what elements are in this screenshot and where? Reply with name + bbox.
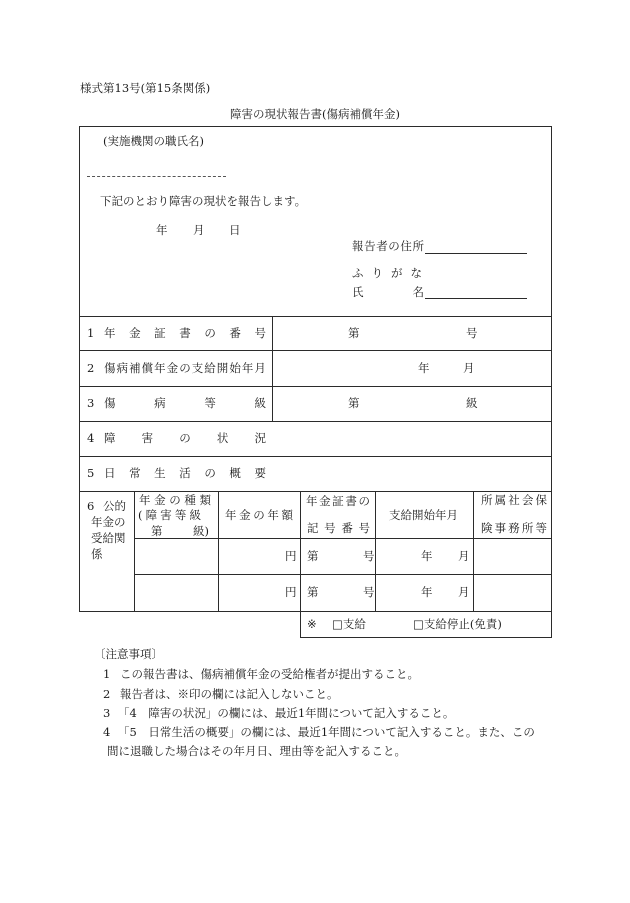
note-text: 報告者は、※印の欄には記入しないこと。 [120,687,339,701]
row-label-disability-status-char: の [179,431,191,445]
header-payment-start-char: 開 [412,508,424,522]
header-certificate-char: 書 [345,494,357,508]
header-office-char: 社 [508,493,520,507]
pension-column-divider [134,491,135,611]
row-label-daily-life [104,467,266,479]
pension-column-divider [218,491,219,611]
row-label-payment-start-char: 年 [241,361,254,375]
row-label-payment-start-char: 給 [204,361,216,375]
date-month-label: 月 [193,223,205,237]
pension-label-line: 公的 [103,499,126,513]
note-text: 「5 日常生活の概要」の欄には、最近1年間について記入すること。また、この [118,725,535,739]
header-payment-start-char: 年 [435,508,447,522]
header-payment-start [389,509,458,521]
row-label-certificate-number [104,327,266,339]
option-paid: □支給 [332,617,366,631]
reporter-address-label-char: 住 [400,239,412,253]
row-number: 2 [87,361,95,375]
row-label-injury-grade-char: 病 [154,396,166,410]
row-divider [79,491,552,492]
header-certificate-char: 年 [306,494,318,508]
row-label-certificate-number-char: 年 [104,326,116,340]
header-payment-start-char: 支 [389,508,401,522]
row-divider [79,386,552,387]
row-label-disability-status-char: 障 [104,431,116,445]
row-label-payment-start-char: 支 [191,361,204,375]
header-certificate-code-char: 記 [307,521,319,535]
header-annual-amount [225,509,293,521]
row-label-certificate-number-char: 証 [154,326,166,340]
header-office-cont [481,522,547,534]
row-number: 3 [87,396,95,410]
row-label-disability-status [104,432,266,444]
row-label-certificate-number-char: 番 [229,326,241,340]
pension-row-divider [134,538,552,539]
row-label-payment-start-char: 病 [116,361,129,375]
amount-unit: 円 [285,585,297,599]
row-label-certificate-number-char: 号 [254,326,266,340]
pension-column-divider [375,491,376,611]
row-label-daily-life-char: 生 [154,466,166,480]
start-year: 年 [421,549,433,563]
header-pension-type [139,494,211,506]
reporter-address-label-char: 者 [376,239,388,253]
note-text-continued: 間に退職した場合はその年月日、理由等を記入すること。 [107,744,406,758]
header-pension-type-char: 類 [199,493,211,507]
form-number: 様式第13号(第15条関係) [80,81,211,95]
header-disability-grade-char: 障 [145,508,158,522]
row-label-payment-start-char: 償 [141,361,154,375]
row-label-payment-start-char: 開 [216,361,229,375]
row-label-payment-start [104,362,266,374]
addressee-blank-line [87,176,226,177]
start-year: 年 [421,585,433,599]
option-suspended: □支給停止(免責) [413,617,502,631]
row-label-daily-life-char: 要 [254,466,266,480]
note-text: この報告書は、傷病補償年金の受給権者が提出すること。 [120,667,419,681]
row-label-payment-start-char: 年 [154,361,166,375]
header-pension-type-char: 金 [154,493,166,507]
row-number: 5 [87,466,95,480]
pension-label-line: 年金の [91,515,126,529]
header-payment-start-char: 給 [400,508,412,522]
header-certificate-code [307,522,370,534]
header-certificate-char: 金 [319,494,331,508]
row-label-payment-start-char: 月 [254,361,266,375]
row-label-payment-start-char: 始 [229,361,241,375]
row-label-payment-start-char: 補 [129,361,141,375]
note-number: 2 [103,687,111,701]
header-office-cont-char: 険 [481,521,493,535]
row-label-certificate-number-char: の [204,326,216,340]
header-certificate-code-char: 号 [358,521,370,535]
row-divider [79,421,552,422]
header-disability-grade-char: 級 [189,508,201,522]
furigana-label-char: が [391,266,403,280]
row-value-prefix: 年 [418,361,430,375]
row-label-daily-life-char: 日 [104,466,116,480]
row-divider [79,456,552,457]
header-certificate [306,495,370,507]
start-month: 月 [458,549,470,563]
cert-prefix: 第 [307,585,319,599]
addressee-label: (実施機関の職氏名) [103,134,204,148]
row-number: 6 [87,499,95,513]
row-label-certificate-number-char: 金 [129,326,141,340]
furigana-label-char: り [371,266,383,280]
date-day-label: 日 [229,223,241,237]
date-year-label: 年 [156,223,168,237]
header-payment-start-char: 月 [446,508,458,522]
header-pension-type-char: の [169,493,181,507]
cert-suffix: 号 [363,549,375,563]
pension-row-divider [134,574,552,575]
amount-unit: 円 [285,549,297,563]
header-certificate-char: の [358,494,370,508]
reporter-address-label-char: の [388,239,400,253]
note-number: 4 [103,725,111,739]
row-label-disability-status-char: 況 [254,431,266,445]
note-number: 1 [103,667,111,681]
header-certificate-char: 証 [332,494,344,508]
row-label-payment-start-char: 金 [166,361,179,375]
row-value-suffix: 月 [463,361,475,375]
header-annual-amount-char: 金 [239,508,251,522]
reporter-name-label [352,286,424,298]
furigana-label-char: ふ [352,266,364,280]
header-office-char: 所 [481,493,493,507]
row-value-prefix: 第 [348,396,360,410]
header-grade-suffix: 級) [193,524,209,538]
row-label-payment-start-char: 傷 [104,361,116,375]
row-label-daily-life-char: 概 [229,466,241,480]
furigana-label [352,267,422,279]
row-number: 1 [87,326,95,340]
header-disability-grade-char: 害 [160,508,172,522]
row-label-injury-grade [104,397,266,409]
pension-column-divider [300,491,301,611]
header-office-cont-char: 務 [508,521,520,535]
row-number: 4 [87,431,95,445]
header-payment-start-char: 始 [423,508,435,522]
office-use-mark: ※ [307,617,317,631]
header-certificate-code-char: 番 [341,521,353,535]
header-pension-type-char: 種 [184,493,196,507]
reporter-address-label [352,240,424,252]
row-label-certificate-number-char: 書 [179,326,191,340]
header-grade-prefix: 第 [151,524,163,538]
row-label-daily-life-char: 活 [179,466,191,480]
row-divider [79,316,552,317]
form-title: 障害の現状報告書(傷病補償年金) [230,107,400,121]
header-office-char: 会 [521,493,534,507]
header-office-cont-char: 等 [535,521,547,535]
header-office-char: 属 [494,493,507,507]
row-label-daily-life-char: の [204,466,216,480]
reporter-name-line [425,298,527,299]
start-month: 月 [458,585,470,599]
row-label-injury-grade-char: 傷 [104,396,116,410]
report-statement: 下記のとおり障害の現状を報告します。 [100,194,307,208]
header-pension-type-char: 年 [139,493,151,507]
reporter-address-line [425,253,527,254]
row-label-injury-grade-char: 級 [254,396,266,410]
row-value-prefix: 第 [348,326,360,340]
reporter-name-label-char: 氏 [352,285,364,299]
header-annual-amount-char: 額 [281,508,293,522]
cert-prefix: 第 [307,549,319,563]
row-label-injury-grade-char: 等 [204,396,216,410]
column-divider [272,316,273,421]
header-disability-grade [138,509,201,521]
header-certificate-code-char: 号 [324,521,336,535]
note-number: 3 [103,706,111,720]
row-label-payment-start-char: の [179,361,191,375]
pension-label-line: 係 [91,547,103,561]
reporter-address-label-char: 報 [352,239,364,253]
header-office-char: 保 [535,493,547,507]
reporter-address-label-char: 所 [412,239,424,253]
header-disability-grade-char: 等 [174,508,187,522]
row-label-disability-status-char: 害 [141,431,154,445]
note-text: 「4 障害の状況」の欄には、最近1年間について記入すること。 [118,706,455,720]
row-value-suffix: 級 [466,396,478,410]
header-office [481,494,547,506]
row-value-suffix: 号 [466,326,478,340]
header-disability-grade-char: ( [138,508,143,522]
reporter-name-label-char: 名 [412,285,424,299]
pension-column-divider [473,491,474,611]
pension-label-line: 受給関 [91,531,126,545]
cert-suffix: 号 [363,585,375,599]
header-annual-amount-char: 年 [225,508,237,522]
header-office-cont-char: 事 [494,521,507,535]
notes-heading: 〔注意事項〕 [94,647,163,661]
furigana-label-char: な [410,266,422,280]
header-annual-amount-char: の [253,508,265,522]
reporter-address-label-char: 告 [364,239,376,253]
row-divider [79,350,552,351]
row-label-daily-life-char: 常 [129,466,141,480]
row-label-disability-status-char: 状 [216,431,229,445]
header-annual-amount-char: 年 [267,508,279,522]
header-office-cont-char: 所 [521,521,534,535]
